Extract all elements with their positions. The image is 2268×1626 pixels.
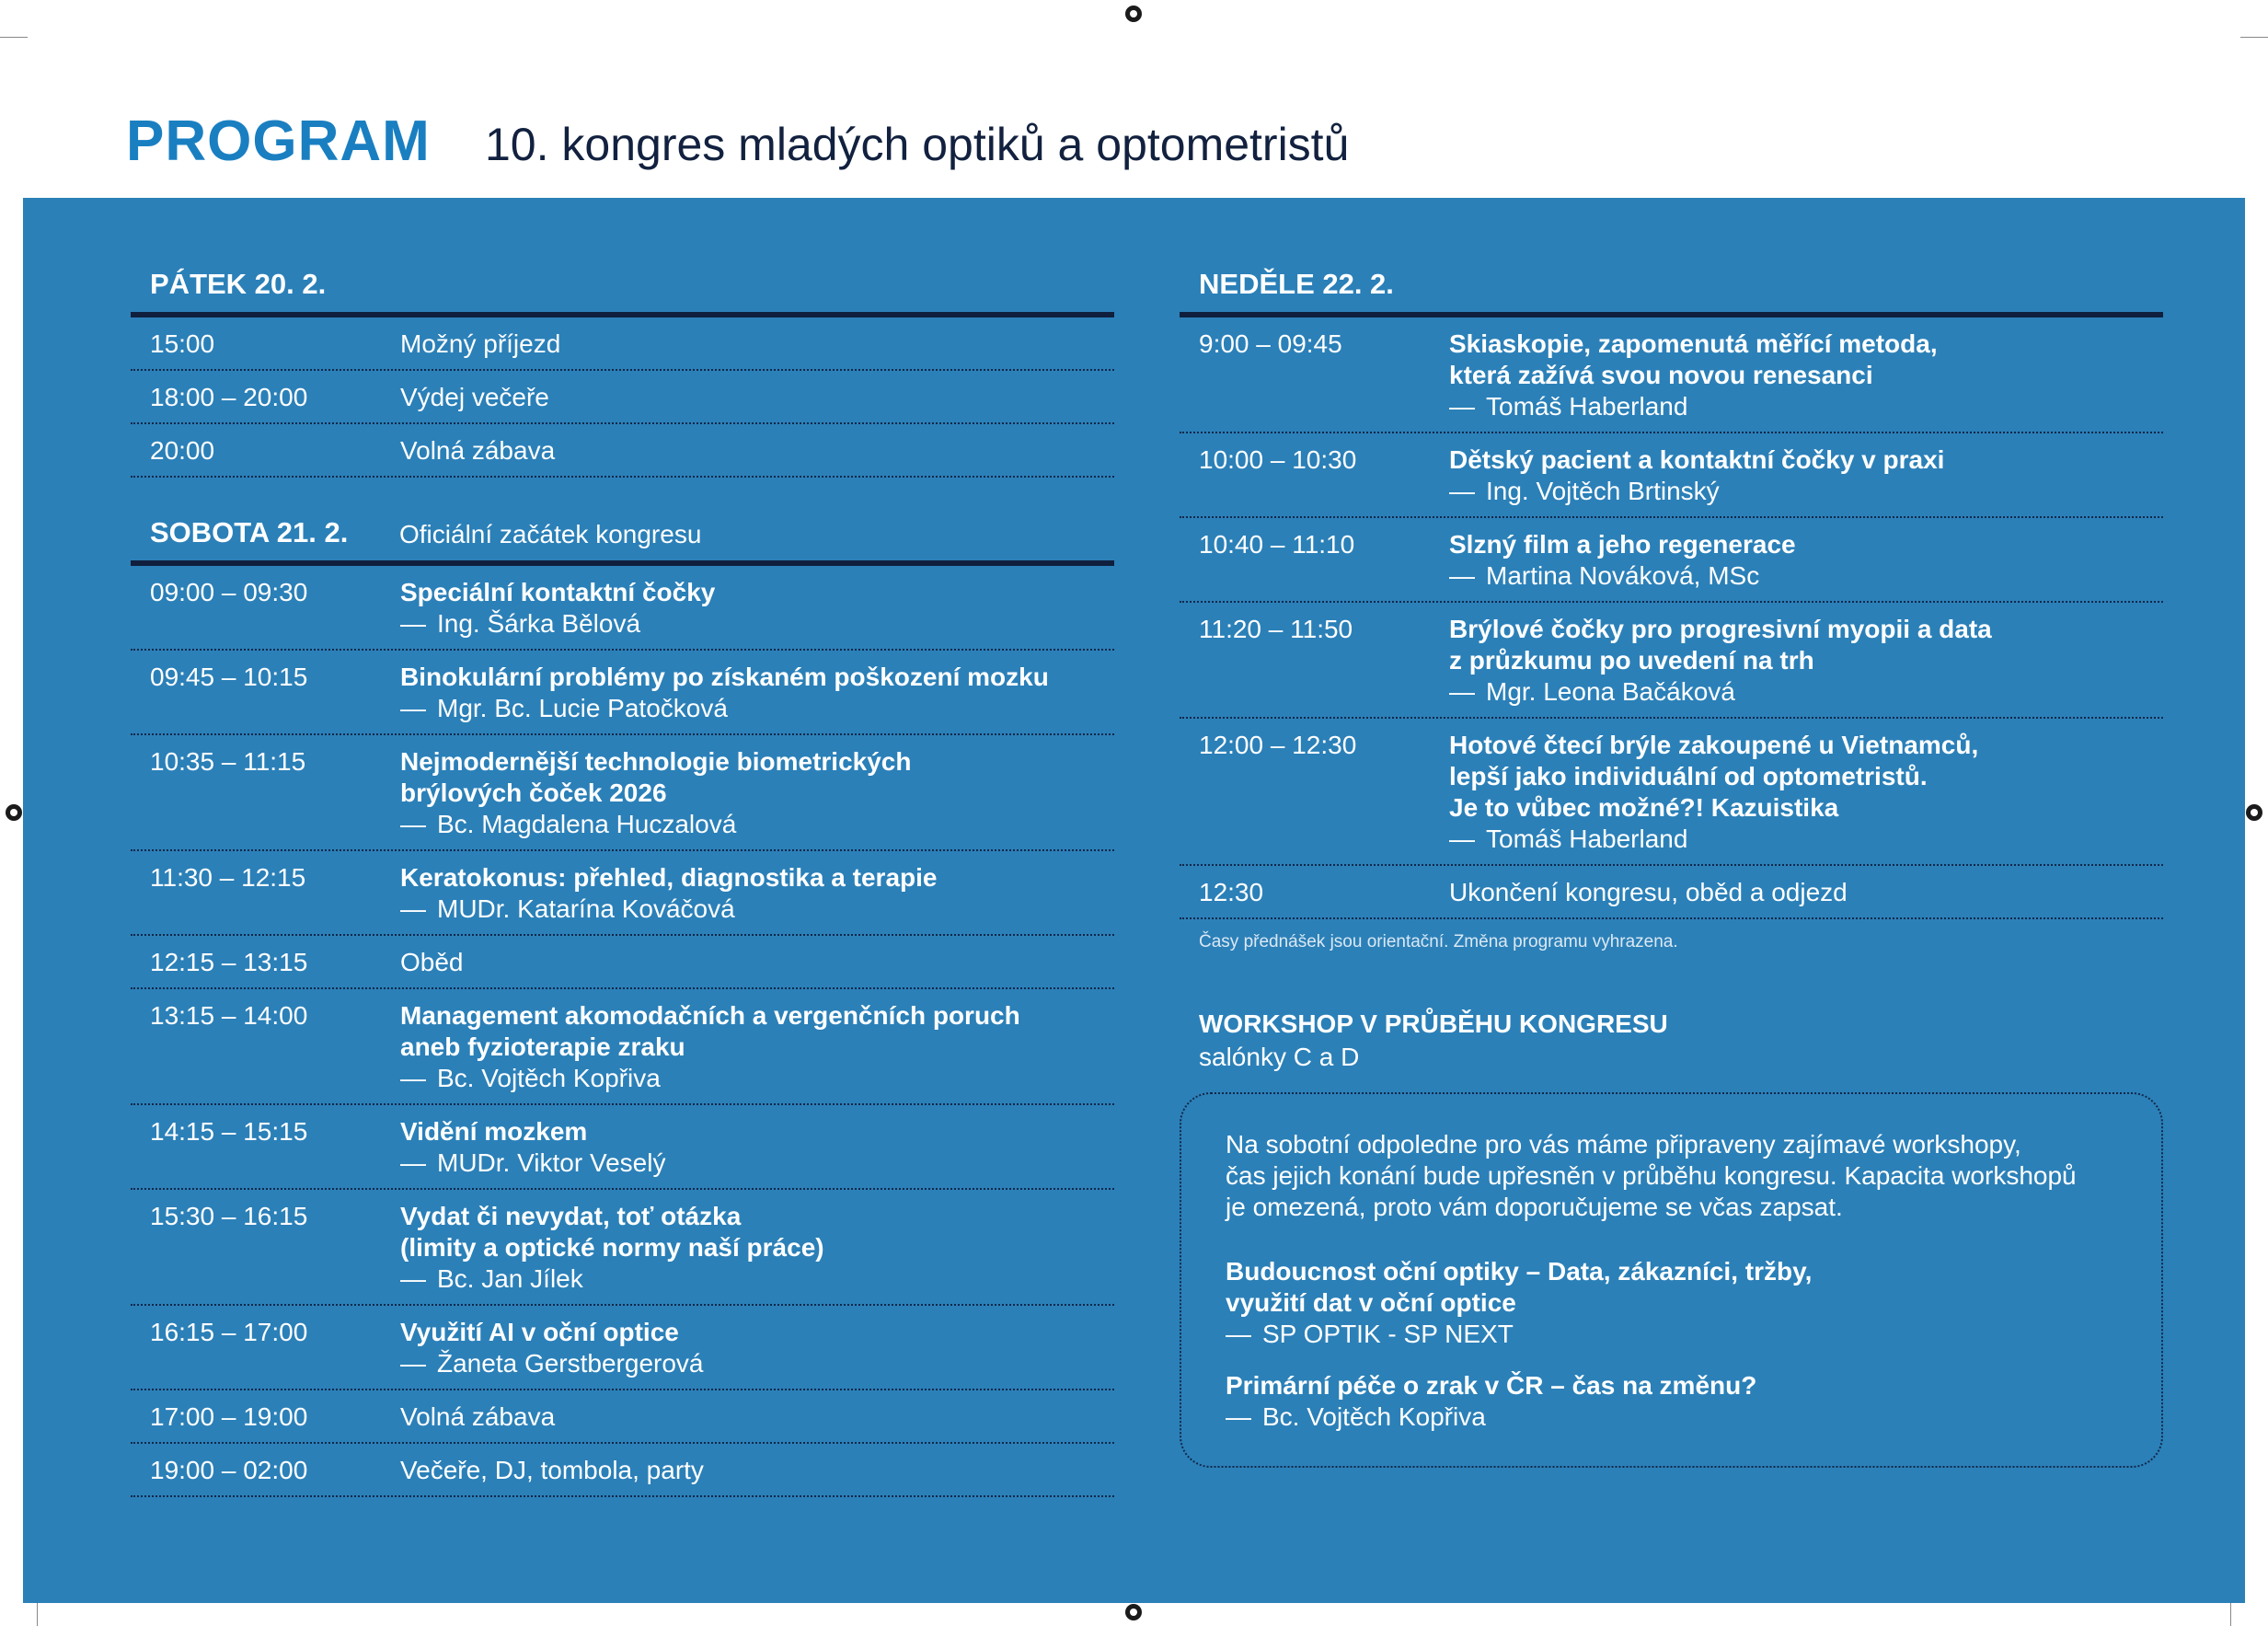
row-title: Oběd [400, 948, 464, 976]
row-speaker [400, 894, 1114, 925]
schedule-row [1180, 603, 2163, 719]
row-title: Skiaskopie, zapomenutá měřící metoda, [1449, 329, 1938, 358]
speaker-name: Mgr. Leona Bačáková [1486, 677, 1735, 706]
workshop-box [1180, 1092, 2163, 1468]
schedule-row [131, 566, 1114, 651]
row-speaker [1449, 391, 2163, 422]
row-title: Je to vůbec možné?! Kazuistika [1449, 793, 1839, 822]
row-title: která zažívá svou novou renesanci [1449, 361, 1873, 389]
row-time: 09:00 – 09:30 [150, 578, 308, 606]
speaker-dash: — [400, 694, 426, 722]
row-time: 12:15 – 13:15 [150, 948, 308, 976]
day-title: NEDĚLE 22. 2. [1199, 268, 1394, 300]
workshop-location: salónky C a D [1199, 1043, 1360, 1071]
program-heading: PROGRAM [126, 110, 431, 173]
row-time: 14:15 – 15:15 [150, 1117, 308, 1146]
row-title: Výdej večeře [400, 383, 549, 411]
row-time: 12:00 – 12:30 [1199, 731, 1357, 759]
row-speaker [1449, 676, 2163, 708]
speaker-name: MUDr. Viktor Veselý [437, 1148, 666, 1177]
speaker-name: Ing. Šárka Bělová [437, 609, 641, 638]
row-content [400, 1201, 1114, 1295]
row-speaker [1449, 824, 2163, 855]
schedule-row [131, 989, 1114, 1105]
row-content [400, 1401, 1114, 1433]
schedule-row [1180, 317, 2163, 433]
row-title: Nejmodernější technologie biometrických [400, 747, 912, 776]
row-time: 09:45 – 10:15 [150, 663, 308, 691]
speaker-dash: — [1449, 392, 1475, 421]
workshop-intro-line: je omezená, proto vám doporučujeme se včas zapsat. [1226, 1193, 1843, 1221]
row-time: 15:30 – 16:15 [150, 1202, 308, 1230]
row-speaker [1449, 476, 2163, 507]
speaker-dash: — [1449, 677, 1475, 706]
speaker-dash: — [400, 894, 426, 923]
row-content [400, 435, 1114, 467]
row-content [1449, 730, 2163, 855]
row-title: Slzný film a jeho regenerace [1449, 530, 1796, 559]
speaker-dash: — [400, 1148, 426, 1177]
row-time: 19:00 – 02:00 [150, 1456, 308, 1484]
row-title: Vidění mozkem [400, 1117, 588, 1146]
row-time: 11:20 – 11:50 [1199, 615, 1353, 643]
row-title: Večeře, DJ, tombola, party [400, 1456, 704, 1484]
speaker-dash: — [400, 1264, 426, 1293]
row-content [400, 1317, 1114, 1379]
row-title: Brýlové čočky pro progresivní myopii a data [1449, 615, 1992, 643]
speaker-name: Tomáš Haberland [1486, 392, 1688, 421]
row-title: Volná zábava [400, 436, 556, 465]
day-header-sunday [1180, 255, 2163, 317]
speaker-name: Žaneta Gerstbergerová [437, 1349, 704, 1378]
row-title: z průzkumu po uvedení na trh [1449, 646, 1814, 675]
row-content [1449, 877, 2163, 908]
row-title: aneb fyzioterapie zraku [400, 1032, 685, 1061]
row-speaker [400, 1263, 1114, 1295]
schedule-row [131, 1390, 1114, 1444]
row-title: lepší jako individuální od optometristů. [1449, 762, 1928, 790]
row-content [400, 1000, 1114, 1094]
sunday-schedule [1180, 317, 2163, 919]
workshop-item [1226, 1256, 2117, 1350]
crop-mark [0, 37, 28, 38]
row-speaker [400, 1147, 1114, 1179]
row-time: 9:00 – 09:45 [1199, 329, 1342, 358]
row-content [400, 746, 1114, 840]
schedule-row [131, 424, 1114, 478]
row-speaker [400, 608, 1114, 640]
speaker-name: Mgr. Bc. Lucie Patočková [437, 694, 728, 722]
row-time: 10:00 – 10:30 [1199, 445, 1357, 474]
registration-mark-right [2246, 804, 2262, 821]
row-time: 20:00 [150, 436, 215, 465]
row-time: 10:35 – 11:15 [150, 747, 306, 776]
row-title: Speciální kontaktní čočky [400, 578, 716, 606]
speaker-name: Bc. Jan Jílek [437, 1264, 583, 1293]
row-speaker [400, 809, 1114, 840]
speaker-dash: — [400, 609, 426, 638]
row-time: 18:00 – 20:00 [150, 383, 308, 411]
speaker-name: Tomáš Haberland [1486, 825, 1688, 853]
registration-mark-left [6, 804, 22, 821]
row-content [1449, 614, 2163, 708]
day-title: PÁTEK 20. 2. [150, 268, 327, 300]
schedule-footnote: Časy přednášek jsou orientační. Změna programu vyhrazena. [1199, 932, 1678, 951]
saturday-schedule [131, 566, 1114, 1497]
row-content [400, 382, 1114, 413]
day-title: SOBOTA 21. 2. [150, 516, 349, 548]
speaker-name: MUDr. Katarína Kováčová [437, 894, 735, 923]
left-column [131, 255, 1114, 1497]
schedule-row [131, 1105, 1114, 1190]
speaker-name: Ing. Vojtěch Brtinský [1486, 477, 1720, 505]
crop-mark [37, 1603, 38, 1626]
speaker-dash: — [1449, 477, 1475, 505]
schedule-row [131, 371, 1114, 424]
workshop-intro-line: Na sobotní odpoledne pro vás máme připraveny zajímavé workshopy, [1226, 1130, 2021, 1159]
row-title: Možný příjezd [400, 329, 561, 358]
row-time: 12:30 [1199, 878, 1264, 906]
row-speaker [1449, 560, 2163, 592]
row-title: (limity a optické normy naší práce) [400, 1233, 824, 1262]
speaker-dash: — [1449, 825, 1475, 853]
row-content [400, 947, 1114, 978]
row-title: Vydat či nevydat, toť otázka [400, 1202, 742, 1230]
row-title: Hotové čtecí brýle zakoupené u Vietnamců, [1449, 731, 1979, 759]
row-title: Využití AI v oční optice [400, 1318, 679, 1346]
row-content [400, 862, 1114, 925]
row-speaker [400, 693, 1114, 724]
speaker-dash: — [1449, 561, 1475, 590]
row-content [1449, 529, 2163, 592]
row-time: 11:30 – 12:15 [150, 863, 306, 892]
workshop-intro-line: čas jejich konání bude upřesněn v průběhu kongresu. Kapacita workshopů [1226, 1161, 2077, 1190]
day-header-saturday [131, 503, 1114, 566]
congress-title: 10. kongres mladých optiků a optometristů [485, 119, 1350, 170]
row-title: Keratokonus: přehled, diagnostika a terapie [400, 863, 938, 892]
row-content [400, 1455, 1114, 1486]
workshop-item-speaker: — SP OPTIK - SP NEXT [1226, 1320, 1514, 1348]
row-time: 10:40 – 11:10 [1199, 530, 1355, 559]
schedule-row [131, 851, 1114, 936]
speaker-dash: — [400, 810, 426, 838]
workshop-item [1226, 1370, 2117, 1433]
speaker-name: Bc. Magdalena Huczalová [437, 810, 737, 838]
row-content [400, 662, 1114, 724]
schedule-row [131, 1444, 1114, 1497]
schedule-row [131, 735, 1114, 851]
row-time: 16:15 – 17:00 [150, 1318, 308, 1346]
schedule-row [131, 317, 1114, 371]
row-time: 15:00 [150, 329, 215, 358]
schedule-row [1180, 719, 2163, 866]
row-title: Ukončení kongresu, oběd a odjezd [1449, 878, 1848, 906]
program-panel [23, 198, 2245, 1603]
row-title: brýlových čoček 2026 [400, 778, 667, 807]
schedule-row [1180, 518, 2163, 603]
row-content [1449, 444, 2163, 507]
workshop-title: WORKSHOP V PRŮBĚHU KONGRESU [1199, 1009, 1668, 1038]
crop-mark [2240, 37, 2268, 38]
registration-mark-bottom [1125, 1604, 1142, 1620]
registration-mark-top [1125, 6, 1142, 22]
row-content [400, 329, 1114, 360]
page-header [0, 0, 2268, 198]
speaker-name: Martina Nováková, MSc [1486, 561, 1760, 590]
workshop-item-title: Primární péče o zrak v ČR – čas na změnu? [1226, 1371, 1757, 1400]
schedule-row [131, 936, 1114, 989]
friday-schedule [131, 317, 1114, 478]
right-column [1180, 255, 2163, 1468]
workshop-item-title: Budoucnost oční optiky – Data, zákazníci, tržby, [1226, 1257, 1813, 1286]
day-header-friday [131, 255, 1114, 317]
row-title: Dětský pacient a kontaktní čočky v praxi [1449, 445, 1945, 474]
schedule-row [1180, 866, 2163, 919]
row-speaker [400, 1348, 1114, 1379]
row-speaker [400, 1063, 1114, 1094]
speaker-dash: — [400, 1064, 426, 1092]
schedule-row [1180, 433, 2163, 518]
row-title: Volná zábava [400, 1402, 556, 1431]
row-content [400, 1116, 1114, 1179]
crop-mark [2230, 1603, 2231, 1626]
speaker-name: Bc. Vojtěch Kopřiva [437, 1064, 661, 1092]
row-time: 13:15 – 14:00 [150, 1001, 308, 1030]
row-title: Management akomodačních a vergenčních poruch [400, 1001, 1020, 1030]
workshop-item-speaker: — Bc. Vojtěch Kopřiva [1226, 1402, 1486, 1431]
speaker-dash: — [400, 1349, 426, 1378]
schedule-row [131, 651, 1114, 735]
row-content [1449, 329, 2163, 422]
day-note: Oficiální začátek kongresu [399, 520, 702, 548]
schedule-row [131, 1190, 1114, 1306]
row-content [400, 577, 1114, 640]
schedule-row [131, 1306, 1114, 1390]
workshop-item-title: využití dat v oční optice [1226, 1288, 1516, 1317]
row-time: 17:00 – 19:00 [150, 1402, 308, 1431]
row-title: Binokulární problémy po získaném poškození mozku [400, 663, 1049, 691]
